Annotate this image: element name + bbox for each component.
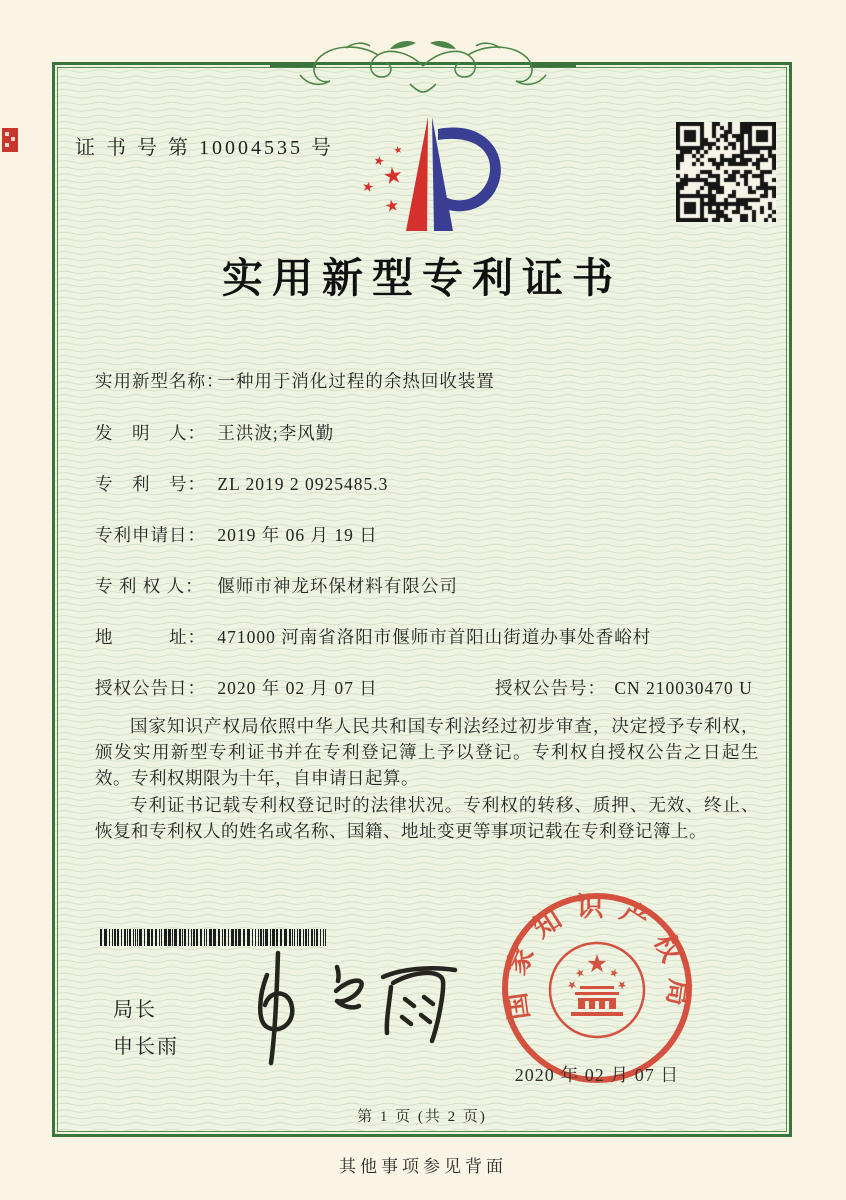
top-flourish-ornament [270,34,576,98]
official-seal-icon [497,888,697,1088]
signature-icon [233,945,468,1070]
field-label: 地 址： [95,627,206,647]
field-value: CN 210030470 U [614,678,753,698]
field-value: 2019 年 06 月 19 日 [217,525,378,545]
field-label: 发 明 人： [95,423,206,443]
certificate-number: 证 书 号 第 10004535 号 [75,137,334,159]
field-value: 一种用于消化过程的余热回收装置 [217,371,495,391]
barcode-icon [100,929,328,946]
field-utility-model-name [95,368,495,393]
legal-paragraph-1: 国家知识产权局依照中华人民共和国专利法经过初步审查，决定授予专利权，颁发实用新型专利证书并在专利登记簿上予以登记。专利权自授权公告之日起生效。专利权期限为十年，自申请日起算。 [95,716,759,788]
field-label: 专 利 权 人： [95,576,204,596]
edge-red-mark [2,128,18,152]
field-label: 专利申请日： [95,525,206,545]
field-patentee [95,573,458,598]
signer-title: 局长 [113,999,157,1021]
seal-ring-text: 国家知识产权局 [499,892,695,1022]
certificate-title: 实用新型专利证书 [222,255,622,301]
page-number: 第 1 页 (共 2 页) [357,1109,487,1125]
field-value: 王洪波;李风勤 [217,423,335,443]
cnipa-logo-icon [350,113,515,237]
field-patent-number [95,471,388,496]
field-value: 偃师市神龙环保材料有限公司 [217,576,458,596]
seal-date: 2020 年 02 月 07 日 [514,1065,680,1085]
field-label: 授权公告号： [495,678,606,698]
field-value: 2020 年 02 月 07 日 [217,678,378,698]
field-grant-number [495,675,753,700]
field-grant-date [95,675,753,700]
field-label: 专 利 号： [95,474,206,494]
field-label: 授权公告日： [95,678,206,698]
certificate-frame [52,62,792,1137]
legal-paragraph-2: 专利证书记载专利权登记时的法律状况。专利权的转移、质押、无效、终止、恢复和专利权人的姓名或名称、国籍、地址变更等事项记载在专利登记簿上。 [95,795,759,841]
field-inventor [95,420,334,445]
signer-name: 申长雨 [113,1036,179,1058]
field-label: 实用新型名称： [95,371,225,391]
field-filing-date [95,522,378,547]
qr-code-icon [676,122,776,222]
field-value: 471000 河南省洛阳市偃师市首阳山街道办事处香峪村 [217,627,652,647]
field-value: ZL 2019 2 0925485.3 [217,474,389,494]
back-side-note: 其他事项参见背面 [339,1157,507,1176]
field-address [95,624,651,649]
